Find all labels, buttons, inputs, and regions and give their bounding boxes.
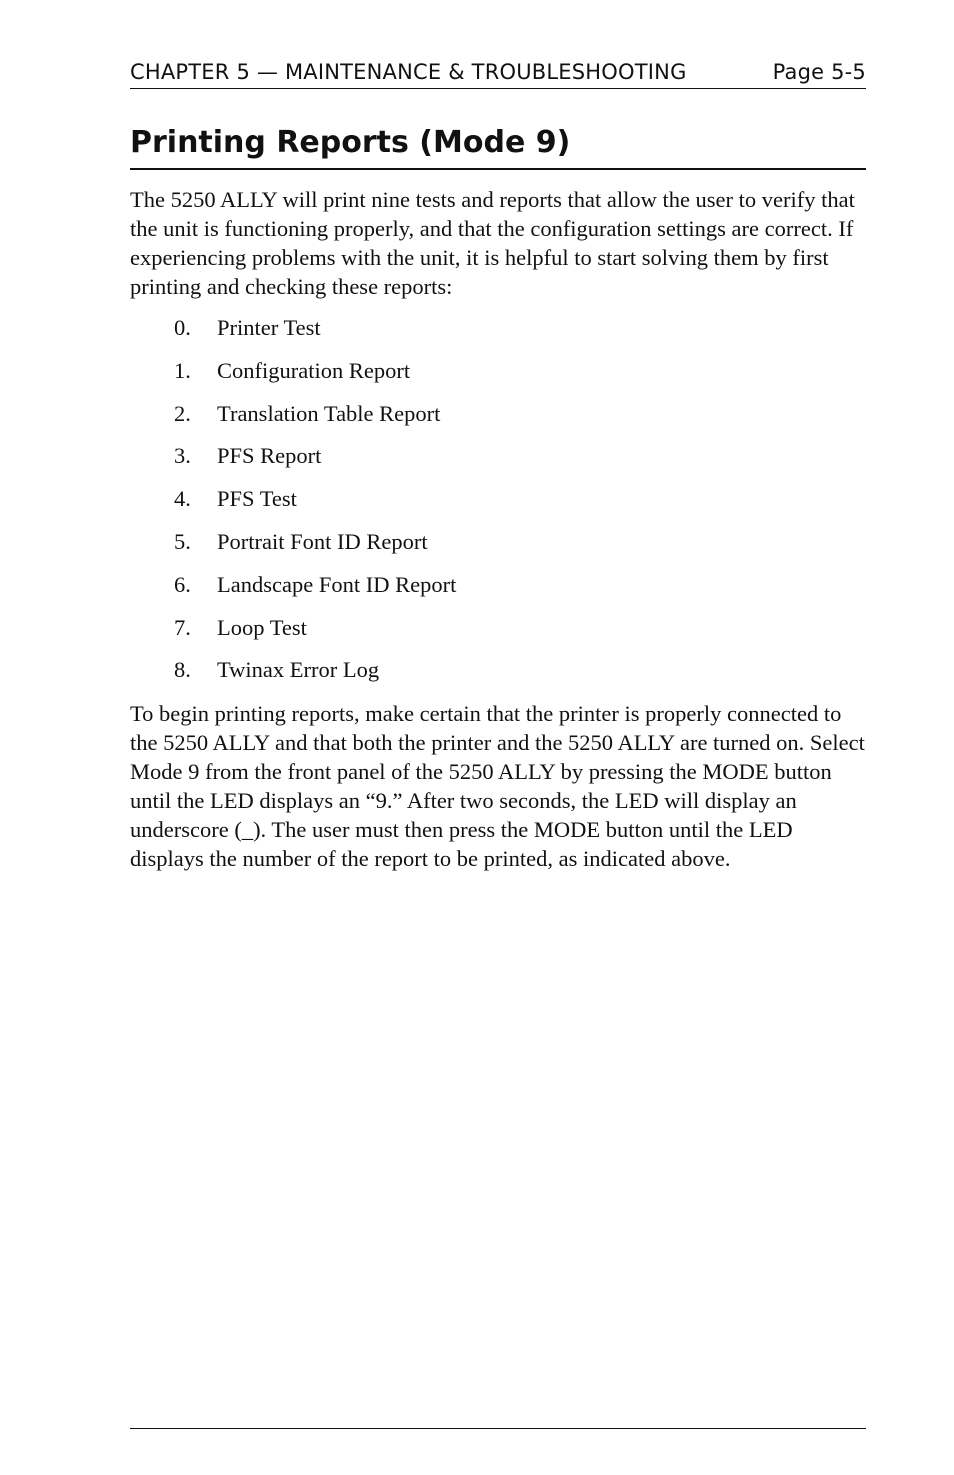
- report-list: [174, 313, 456, 698]
- page-number: Page 5-5: [772, 60, 866, 84]
- list-item: [174, 570, 456, 613]
- list-item-number: 0.: [174, 315, 191, 340]
- section-title: Printing Reports (Mode 9): [130, 118, 866, 170]
- list-item-label: Translation Table Report: [217, 400, 441, 426]
- list-item: [174, 613, 456, 656]
- list-item-label: Twinax Error Log: [217, 657, 380, 683]
- list-item-label: Configuration Report: [217, 357, 411, 383]
- list-item-number: 2.: [174, 400, 191, 426]
- list-item-number: 3.: [174, 443, 191, 469]
- list-item-number: 8.: [174, 657, 191, 683]
- list-item-number: 4.: [174, 486, 191, 512]
- page-header: [130, 56, 866, 89]
- list-item-label: PFS Report: [217, 443, 322, 469]
- list-item: [174, 527, 456, 570]
- list-item: [174, 356, 456, 399]
- list-item: [174, 313, 456, 356]
- list-item: [174, 655, 456, 698]
- list-item-number: 7.: [174, 614, 191, 640]
- list-item-number: 6.: [174, 571, 191, 597]
- instructions-paragraph: To begin printing reports, make certain that the printer is properly connected to the 5250 ALLY and that both the printer and the 5250 ALLY are turned on. Select Mode 9 from the front panel of the 5250 ALLY by pressing the MODE button until the LED displays an “9.” After two seconds, the LED will display an underscore (_). The user must then press the MODE button until the LED displays the number of the report to be printed, as indicated above.: [130, 701, 865, 871]
- list-item-number: 1.: [174, 357, 191, 383]
- footer-rule: [130, 1428, 866, 1429]
- list-item-label: Loop Test: [217, 614, 307, 640]
- list-item-label: Portrait Font ID Report: [217, 528, 428, 554]
- chapter-title: CHAPTER 5 — MAINTENANCE & TROUBLESHOOTING: [130, 60, 687, 84]
- list-item-label: Printer Test: [217, 315, 321, 340]
- list-item: [174, 399, 456, 442]
- intro-paragraph: The 5250 ALLY will print nine tests and reports that allow the user to verify that the unit is functioning properly, and that the configuration settings are correct. If experiencing problems with the unit, it is helpful to start solving them by first printing and checking these reports:: [130, 187, 855, 299]
- list-item-label: Landscape Font ID Report: [217, 571, 457, 597]
- list-item: [174, 441, 456, 484]
- list-item: [174, 484, 456, 527]
- list-item-number: 5.: [174, 528, 191, 554]
- list-item-label: PFS Test: [217, 486, 297, 512]
